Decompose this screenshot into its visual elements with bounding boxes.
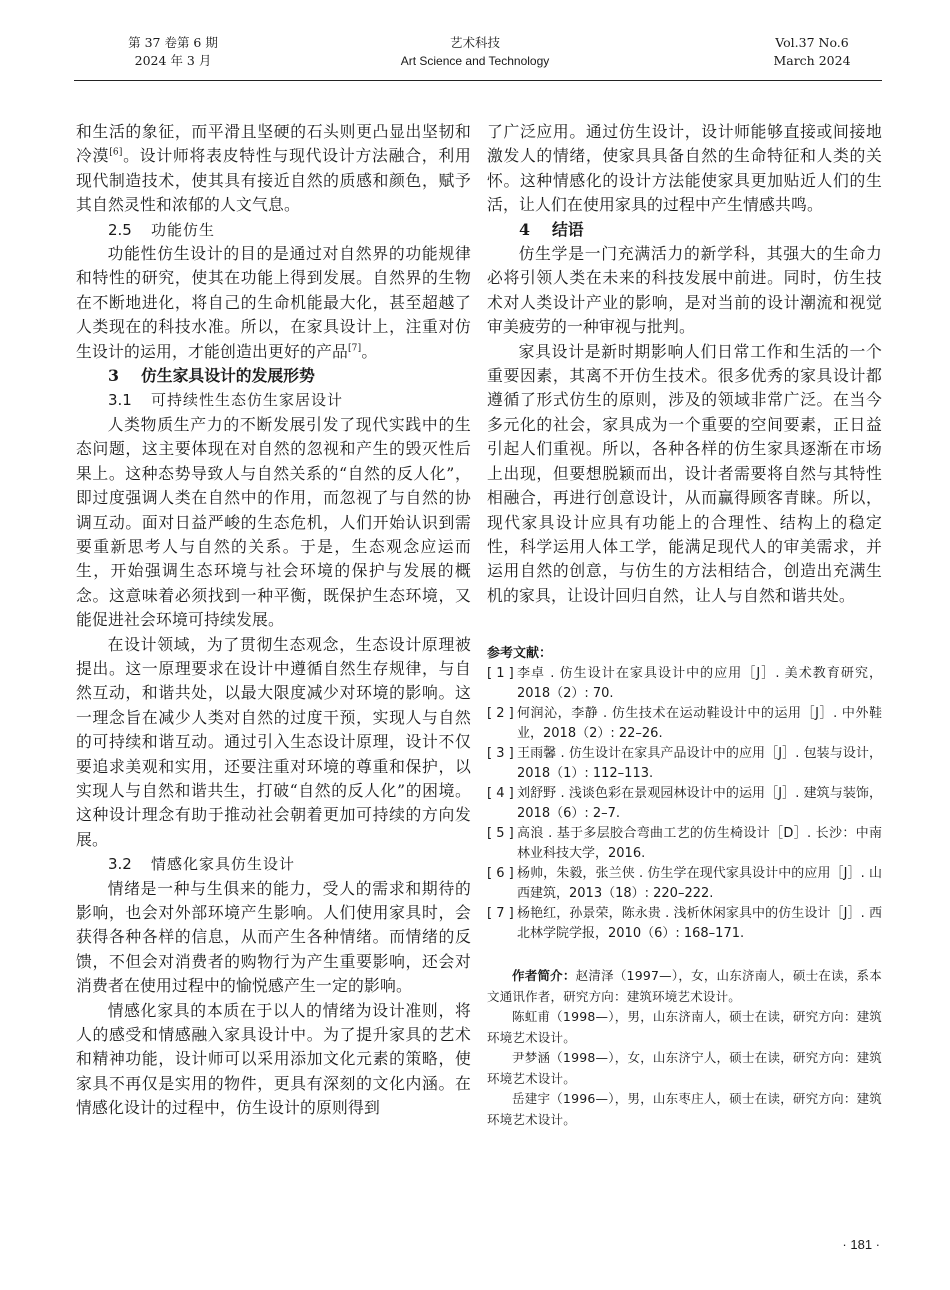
running-header: [0, 34, 950, 78]
right-column: [487, 120, 882, 1130]
reference-number: [ 1 ]: [487, 666, 514, 682]
header-rule: [74, 80, 882, 81]
reference-text: 杨艳红，孙景荣，陈永贵 . 浅析休闲家具中的仿生设计［J］. 西北林学院学报，2010（6）: 168–171.: [517, 906, 882, 942]
reference-text: 何润沁，李静 . 仿生技术在运动鞋设计中的运用［J］. 中外鞋业，2018（2）: 22–26.: [517, 706, 882, 742]
section-heading-3: 3 仿生家具设计的发展形势: [108, 366, 315, 386]
citation-6[interactable]: [6]: [109, 148, 123, 159]
paragraph: 和生活的象征，而平滑且坚硬的石头则更凸显出坚韧和冷漠[6]。设计师将表皮特性与现代设计方法融合，利用现代制造技术，使其具有接近自然的质感和颜色，赋予其自然灵性和浓郁的人文气息。: [76, 122, 471, 215]
volume-issue-en: Vol.37 No.6: [775, 35, 849, 50]
journal-title-cn: 艺术科技: [449, 35, 500, 50]
header-right: [742, 34, 882, 70]
section-heading-4: 4 结语: [519, 219, 584, 239]
reference-number: [ 3 ]: [487, 746, 514, 762]
author-info: [487, 966, 882, 1130]
reference-text: 李卓 . 仿生设计在家具设计中的应用［J］. 美术教育研究，2018（2）: 70.: [517, 666, 882, 702]
reference-number: [ 4 ]: [487, 786, 514, 802]
section-heading-2-5: 2.5 功能仿生: [108, 220, 215, 239]
reference-item: [487, 784, 882, 824]
reference-item: [487, 824, 882, 864]
section-heading-3-1: 3.1 可持续性生态仿生家居设计: [108, 391, 343, 410]
reference-text: 杨帅，朱毅，张兰侠 . 仿生学在现代家具设计中的应用［J］. 山西建筑，2013（18）: 220–222.: [517, 866, 882, 902]
reference-item: [487, 904, 882, 944]
header-center: [350, 34, 600, 70]
reference-number: [ 5 ]: [487, 826, 514, 842]
author-bio-1: 作者简介：赵清泽（1997—），女，山东济南人，硕士在读，系本文通讯作者，研究方向：建筑环境艺术设计。: [487, 968, 882, 1004]
paragraph: 功能性仿生设计的目的是通过对自然界的功能规律和特性的研究，使其在功能上得到发展。自然界的生物在不断地进化，将自己的生命机能最大化，甚至超越了人类现在的科技水准。所以，在家具设计上，注重对仿生设计的运用，才能创造出更好的产品[7]。: [76, 244, 471, 361]
paragraph: 在设计领域，为了贯彻生态观念，生态设计原理被提出。这一原理要求在设计中遵循自然生存规律，与自然互动，和谐共处，以最大限度减少对环境的影响。这一理念旨在减少人类对自然的过度干预，实现人与自然的可持续和谐互动。通过引入生态设计原理，设计不仅要追求美观和实用，还要注重对环境的尊重和保护，以实现人与自然和谐共生，打破“自然的反人化”的困境。这种设计理念有助于推动社会朝着更加可持续的方向发展。: [76, 634, 471, 849]
journal-title-en: Art Science and Technology: [400, 54, 550, 68]
volume-issue-cn: 第 37 卷第 6 期: [128, 35, 218, 50]
author-bio-3: 尹梦涵（1998—），女，山东济宁人，硕士在读，研究方向：建筑环境艺术设计。: [487, 1050, 882, 1086]
reference-list: [487, 664, 882, 944]
reference-item: [487, 664, 882, 704]
reference-text: 刘舒野 . 浅谈色彩在景观园林设计中的运用［J］. 建筑与装饰，2018（6）: 2–7.: [517, 786, 882, 822]
reference-item: [487, 704, 882, 744]
author-bio-2: 陈虹甫（1998—），男，山东济南人，硕士在读，研究方向：建筑环境艺术设计。: [487, 1009, 882, 1045]
left-column: [76, 120, 471, 1121]
date-cn: 2024 年 3 月: [134, 53, 212, 68]
reference-number: [ 6 ]: [487, 866, 514, 882]
date-en: March 2024: [773, 53, 851, 68]
reference-text: 王雨馨 . 仿生设计在家具产品设计中的应用［J］. 包装与设计，2018（1）: 112–113.: [517, 746, 882, 782]
page-number: · 181 ·: [842, 1237, 880, 1252]
paragraph: 了广泛应用。通过仿生设计，设计师能够直接或间接地激发人的情绪，使家具具备自然的生命特征和人类的关怀。这种情感化的设计方法能使家具更加贴近人们的生活，让人们在使用家具的过程中产生情感共鸣。: [487, 122, 882, 215]
references-title: 参考文献：: [487, 646, 553, 662]
paragraph: 情感化家具的本质在于以人的情绪为设计准则，将人的感受和情感融入家具设计中。为了提升家具的艺术和精神功能，设计师可以采用添加文化元素的策略，使家具不再仅是实用的物件，更具有深刻的文化内涵。在情感化设计的过程中，仿生设计的原则得到: [76, 1000, 471, 1118]
paragraph: 家具设计是新时期影响人们日常工作和生活的一个重要因素，其离不开仿生技术。很多优秀的家具设计都遵循了形式仿生的原则，涉及的领域非常广泛。在当今多元化的社会，家具成为一个重要的空间要素，正日益引起人们重视。所以，各种各样的仿生家具逐渐在市场上出现，但要想脱颖而出，设计者需要将自然与其特性相融合，再进行创意设计，从而赢得顾客青睐。所以，现代家具设计应具有功能上的合理性、结构上的稳定性，科学运用人体工学，能满足现代人的审美需求，并运用自然的创意，与仿生的方法相结合，创造出充满生机的家具，让设计回归自然，让人与自然和谐共处。: [487, 341, 882, 605]
reference-number: [ 7 ]: [487, 906, 514, 922]
author-info-label: 作者简介：: [512, 968, 576, 984]
paragraph: 情绪是一种与生俱来的能力，受人的需求和期待的影响，也会对外部环境产生影响。人们使用家具时，会获得各种各样的信息，从而产生各种情绪。而情绪的反馈，不但会对消费者的购物行为产生重要影响，还会对消费者在使用过程中的愉悦感产生一定的影响。: [76, 878, 471, 996]
author-bio-4: 岳建宇（1996—），男，山东枣庄人，硕士在读，研究方向：建筑环境艺术设计。: [487, 1091, 882, 1127]
citation-7[interactable]: [7]: [347, 343, 362, 354]
reference-item: [487, 864, 882, 904]
reference-number: [ 2 ]: [487, 706, 514, 722]
reference-item: [487, 744, 882, 784]
paragraph: 仿生学是一门充满活力的新学科，其强大的生命力必将引领人类在未来的科技发展中前进。同时，仿生技术对人类设计产业的影响，是对当前的设计潮流和视觉审美疲劳的一种审视与批判。: [487, 244, 882, 337]
paragraph: 人类物质生产力的不断发展引发了现代实践中的生态问题，这主要体现在对自然的忽视和产生的毁灭性后果上。这种态势导致人与自然关系的“自然的反人化”，即过度强调人类在自然中的作用，而忽视了与自然的协调互动。面对日益严峻的生态危机，人们开始认识到需要重新思考人与自然的关系。于是，生态观念应运而生，开始强调生态环境与社会环境的保护与发展的概念。这意味着必须找到一种平衡，既保护生态环境，又能促进社会环境可持续发展。: [76, 414, 471, 630]
section-heading-3-2: 3.2 情感化家具仿生设计: [108, 855, 295, 874]
reference-text: 高浪 . 基于多层胶合弯曲工艺的仿生椅设计［D］. 长沙：中南林业科技大学，2016.: [517, 826, 882, 862]
header-left: [108, 34, 238, 70]
